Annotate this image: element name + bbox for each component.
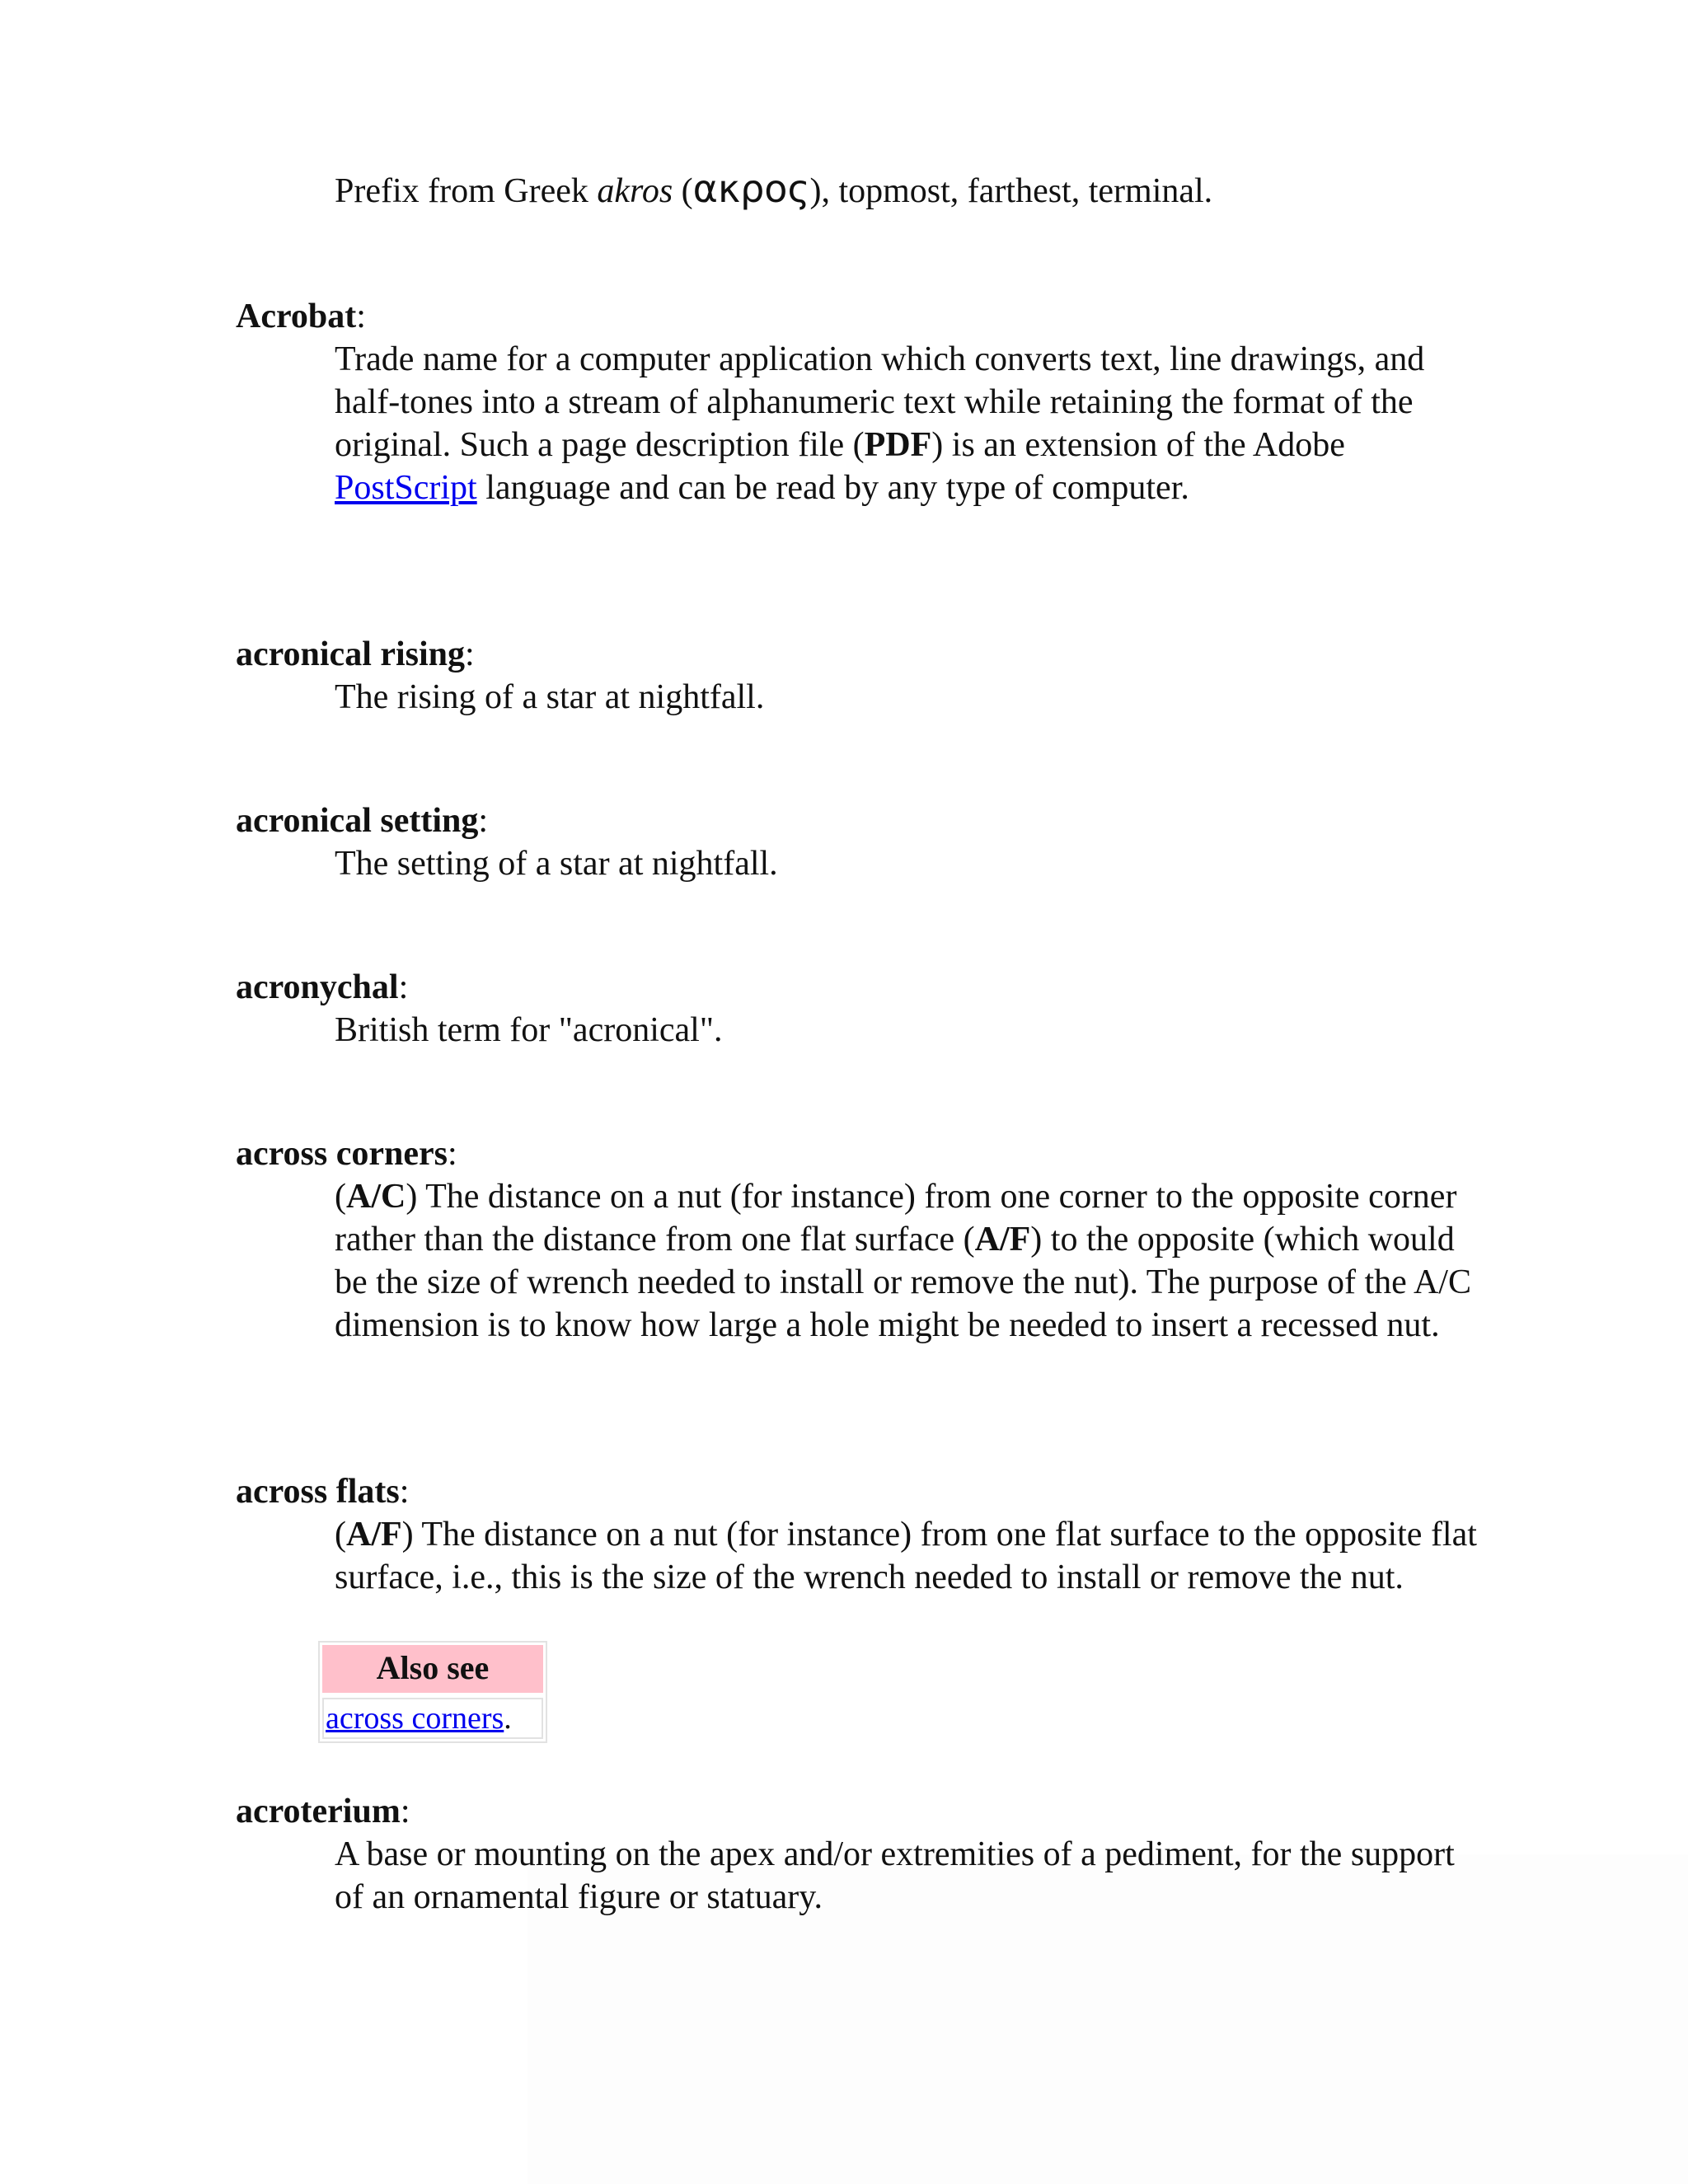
term-colon: : [356, 298, 366, 335]
term-label: across flats [236, 1473, 400, 1511]
intro-greek: ακρος [692, 166, 810, 211]
postscript-link[interactable]: PostScript [335, 469, 477, 507]
term-definition: The setting of a star at nightfall. [335, 845, 778, 883]
definition-text: language and can be read by any type of computer. [476, 469, 1189, 507]
entry-acronical-rising [236, 633, 1472, 719]
term-colon: : [400, 1793, 410, 1830]
term-definition [335, 338, 1489, 509]
term-heading [236, 1470, 1472, 1513]
entry-acrobat [236, 295, 1472, 509]
entry-across-corners [236, 1132, 1472, 1347]
definition-bold: A/C [346, 1178, 406, 1216]
definition-bold: PDF [864, 426, 932, 464]
term-heading [236, 633, 1472, 676]
also-see-header: Also see [322, 1645, 543, 1693]
term-heading [236, 1132, 1472, 1175]
term-colon: : [399, 1473, 410, 1511]
term-label: acronychal [236, 968, 399, 1006]
entry-acronical-setting [236, 799, 1472, 885]
definition-text: ) The distance on a nut (for instance) from one flat surface to the opposite flat surface, i.e., this is the size of the wrench needed to install or remove the nut. [335, 1516, 1477, 1596]
term-colon: : [465, 635, 475, 673]
term-label: Acrobat [236, 298, 357, 335]
entry-across-flats [236, 1470, 1477, 1599]
term-definition: The rising of a star at nightfall. [335, 678, 765, 716]
term-label: across corners [236, 1135, 448, 1173]
also-see-box [318, 1641, 547, 1743]
intro-definition [335, 167, 1489, 213]
also-see-body [322, 1698, 543, 1739]
intro-rest: ), topmost, farthest, terminal. [809, 172, 1213, 210]
definition-text: ( [335, 1516, 346, 1554]
intro-text: Prefix from Greek [335, 172, 598, 210]
also-see-period: . [504, 1701, 512, 1736]
entry-acronychal [236, 966, 1472, 1052]
term-colon: : [398, 968, 409, 1006]
term-definition [335, 1175, 1489, 1347]
term-heading [236, 295, 1472, 338]
definition-bold: A/F [974, 1221, 1031, 1258]
term-heading [236, 966, 1472, 1009]
term-colon: : [447, 1135, 457, 1173]
entry-acroterium [236, 1790, 1472, 1919]
intro-akros: akros [597, 172, 673, 210]
term-heading [236, 799, 1472, 842]
intro-entry [236, 167, 1472, 213]
term-label: acronical rising [236, 635, 466, 673]
term-label: acronical setting [236, 802, 479, 840]
definition-bold: A/F [346, 1516, 402, 1554]
definition-text: ( [335, 1178, 346, 1216]
term-definition: A base or mounting on the apex and/or extremities of a pediment, for the support of an ornamental figure or statuary. [335, 1835, 1455, 1916]
definition-text: ) is an extension of the Adobe [931, 426, 1345, 464]
definition-text: ) to the opposite (which would be the size of wrench needed to install or remove the nut). The purpose of the A/C dimension is to know how large a hole might be needed to insert a recessed nut. [335, 1221, 1471, 1344]
term-heading [236, 1790, 1472, 1833]
term-colon: : [478, 802, 489, 840]
intro-paren: ( [673, 172, 693, 210]
definition-text: Trade name for a computer application which converts text, line drawings, and half-tones into a stream of alphanumeric text while retaining the format of the original. Such a page description file ( [335, 340, 1425, 464]
across-corners-link[interactable]: across corners [326, 1701, 504, 1736]
term-definition: British term for "acronical". [335, 1011, 723, 1049]
definition-text: ) The distance on a nut (for instance) from one corner to the opposite corner rather than the distance from one flat surface ( [335, 1178, 1457, 1258]
term-definition [335, 1513, 1489, 1599]
term-label: acroterium [236, 1793, 401, 1830]
